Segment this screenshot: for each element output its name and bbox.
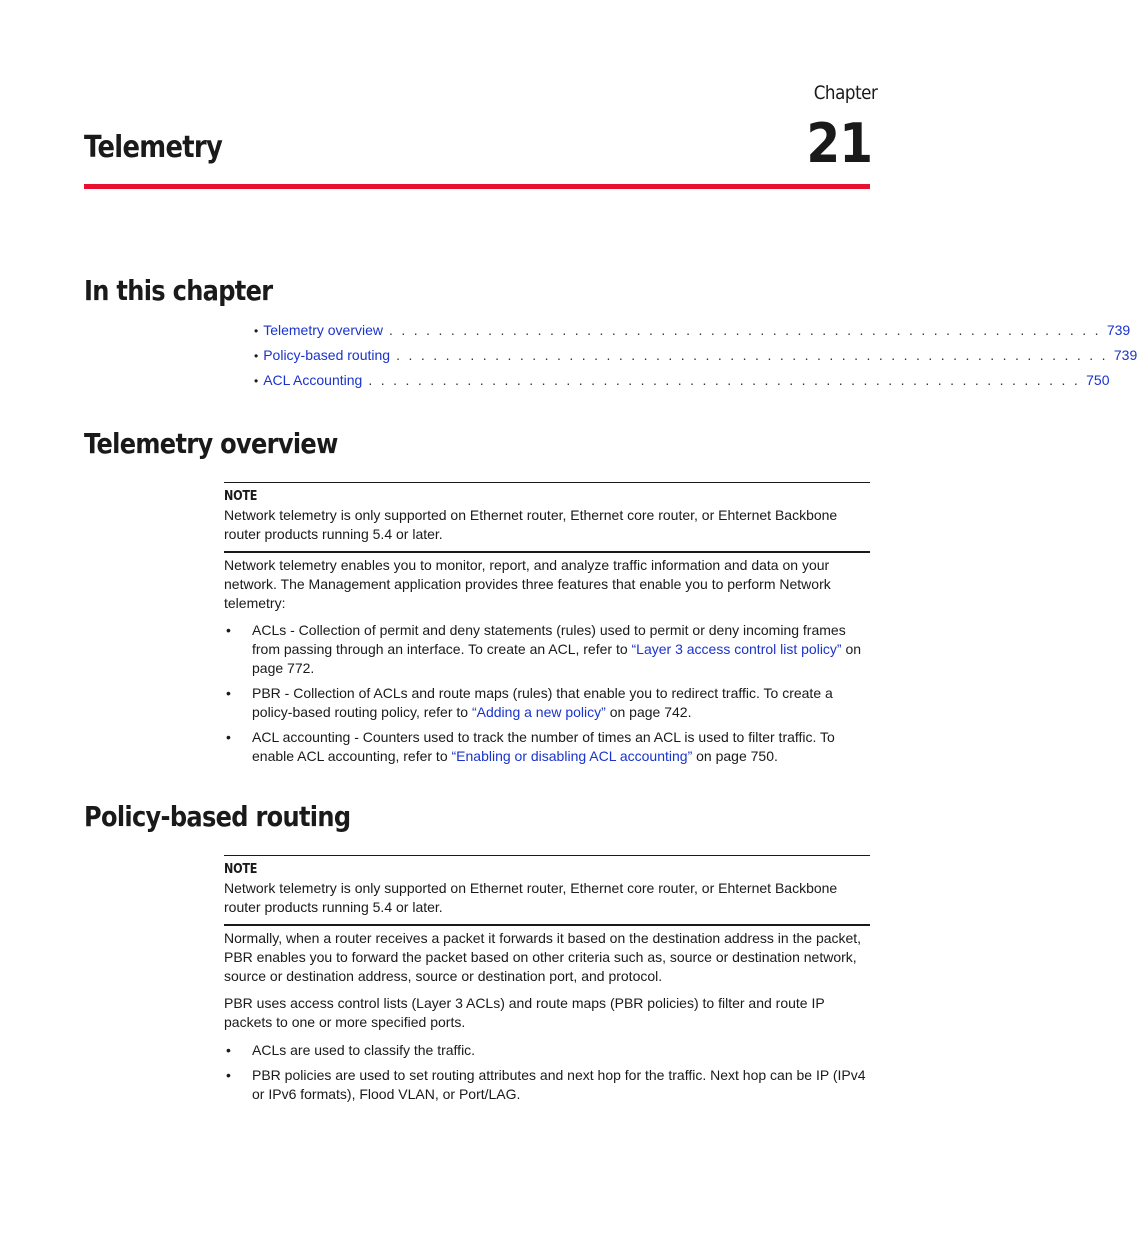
list-item-text: ACL accounting - Counters used to track the number of times an ACL is used to filter traffic. To enable ACL accounting, refer to — [252, 729, 835, 764]
list-item — [224, 1066, 870, 1104]
policy-based-routing-heading: Policy-based routing — [84, 800, 351, 833]
pbr-list — [224, 1041, 870, 1110]
bullet-icon: • — [226, 1042, 231, 1058]
toc-page-link[interactable]: 750 — [1086, 372, 1110, 388]
page-reference: on page 742. — [605, 704, 692, 720]
cross-reference-link[interactable]: “Enabling or disabling ACL accounting” — [451, 748, 693, 764]
cross-reference-link[interactable]: “Layer 3 access control list policy” — [631, 641, 842, 657]
chapter-number: 21 — [806, 112, 872, 175]
in-this-chapter-heading: In this chapter — [84, 274, 273, 307]
chapter-label: Chapter — [813, 82, 877, 104]
note-box — [224, 855, 870, 926]
toc-entry-telemetry-overview[interactable] — [254, 322, 1131, 347]
telemetry-feature-list — [224, 621, 870, 772]
toc-leader: . . . . . . . . . . . . . . . . . . . . . . . . . . . . . . . . . . . . . . . . . . . . . . . . . . . . . . . . . . — [396, 347, 1108, 363]
bullet-icon: • — [226, 1067, 231, 1083]
bullet-icon: • — [254, 324, 259, 338]
toc-link[interactable]: ACL Accounting — [263, 372, 363, 388]
pbr-paragraph-1: Normally, when a router receives a packet it forwards it based on the destination address in the packet, PBR enables you to forward the packet based on other criteria such as, source or destination network, source or destination address, source or destination port, and protocol. — [224, 930, 862, 984]
chapter-toc — [254, 322, 1137, 397]
toc-entry-policy-based-routing[interactable] — [254, 347, 1137, 372]
list-item-text: PBR - Collection of ACLs and route maps (rules) that enable you to redirect traffic. To create a policy-based routing policy, refer to — [252, 685, 833, 720]
chapter-rule — [84, 184, 870, 189]
page-reference: on page 772. — [252, 641, 862, 676]
bullet-icon: • — [254, 349, 259, 363]
bullet-icon: • — [226, 729, 231, 745]
chapter-title: Telemetry — [84, 130, 223, 165]
bullet-icon: • — [226, 685, 231, 701]
note-box — [224, 482, 870, 553]
telemetry-intro: Network telemetry enables you to monitor, report, and analyze traffic information and data on your network. The Management application provides three features that enable you to perform Network telemetry: — [224, 557, 831, 611]
pbr-paragraph-2: PBR uses access control lists (Layer 3 ACLs) and route maps (PBR policies) to filter and route IP packets to one or more specified ports. — [224, 995, 825, 1030]
page-reference: on page 750. — [692, 748, 778, 764]
list-item — [224, 728, 870, 766]
list-item-text: ACLs are used to classify the traffic. — [252, 1042, 476, 1058]
note-label: NOTE — [224, 862, 258, 877]
toc-page-link[interactable]: 739 — [1113, 347, 1137, 363]
list-item — [224, 1041, 870, 1060]
telemetry-overview-heading: Telemetry overview — [84, 427, 338, 460]
cross-reference-link[interactable]: “Adding a new policy” — [471, 704, 606, 720]
bullet-icon: • — [254, 374, 259, 388]
list-item-text: PBR policies are used to set routing attributes and next hop for the traffic. Next hop can be IP (IPv4 or IPv6 formats), Flood VLAN, or Port/LAG. — [252, 1067, 866, 1102]
note-label: NOTE — [224, 489, 258, 504]
toc-page-link[interactable]: 739 — [1106, 322, 1131, 338]
note-text: Network telemetry is only supported on Ethernet router, Ethernet core router, or Ehternet Backbone router products running 5.4 or later. — [224, 880, 838, 915]
toc-leader: . . . . . . . . . . . . . . . . . . . . . . . . . . . . . . . . . . . . . . . . . . . . . . . . . . . . . . . . . . — [389, 322, 1101, 338]
toc-entry-acl-accounting[interactable] — [254, 372, 1110, 397]
toc-link[interactable]: Telemetry overview — [263, 322, 384, 338]
list-item — [224, 684, 870, 722]
bullet-icon: • — [226, 622, 231, 638]
toc-leader: . . . . . . . . . . . . . . . . . . . . . . . . . . . . . . . . . . . . . . . . . . . . . . . . . . . . . . . . . . — [368, 372, 1081, 388]
list-item — [224, 621, 870, 678]
list-item-text: ACLs - Collection of permit and deny statements (rules) used to permit or deny incoming frames from passing through an interface. To create an ACL, refer to — [252, 622, 846, 657]
note-text: Network telemetry is only supported on Ethernet router, Ethernet core router, or Ehternet Backbone router products running 5.4 or later. — [224, 507, 838, 542]
toc-link[interactable]: Policy-based routing — [263, 347, 391, 363]
